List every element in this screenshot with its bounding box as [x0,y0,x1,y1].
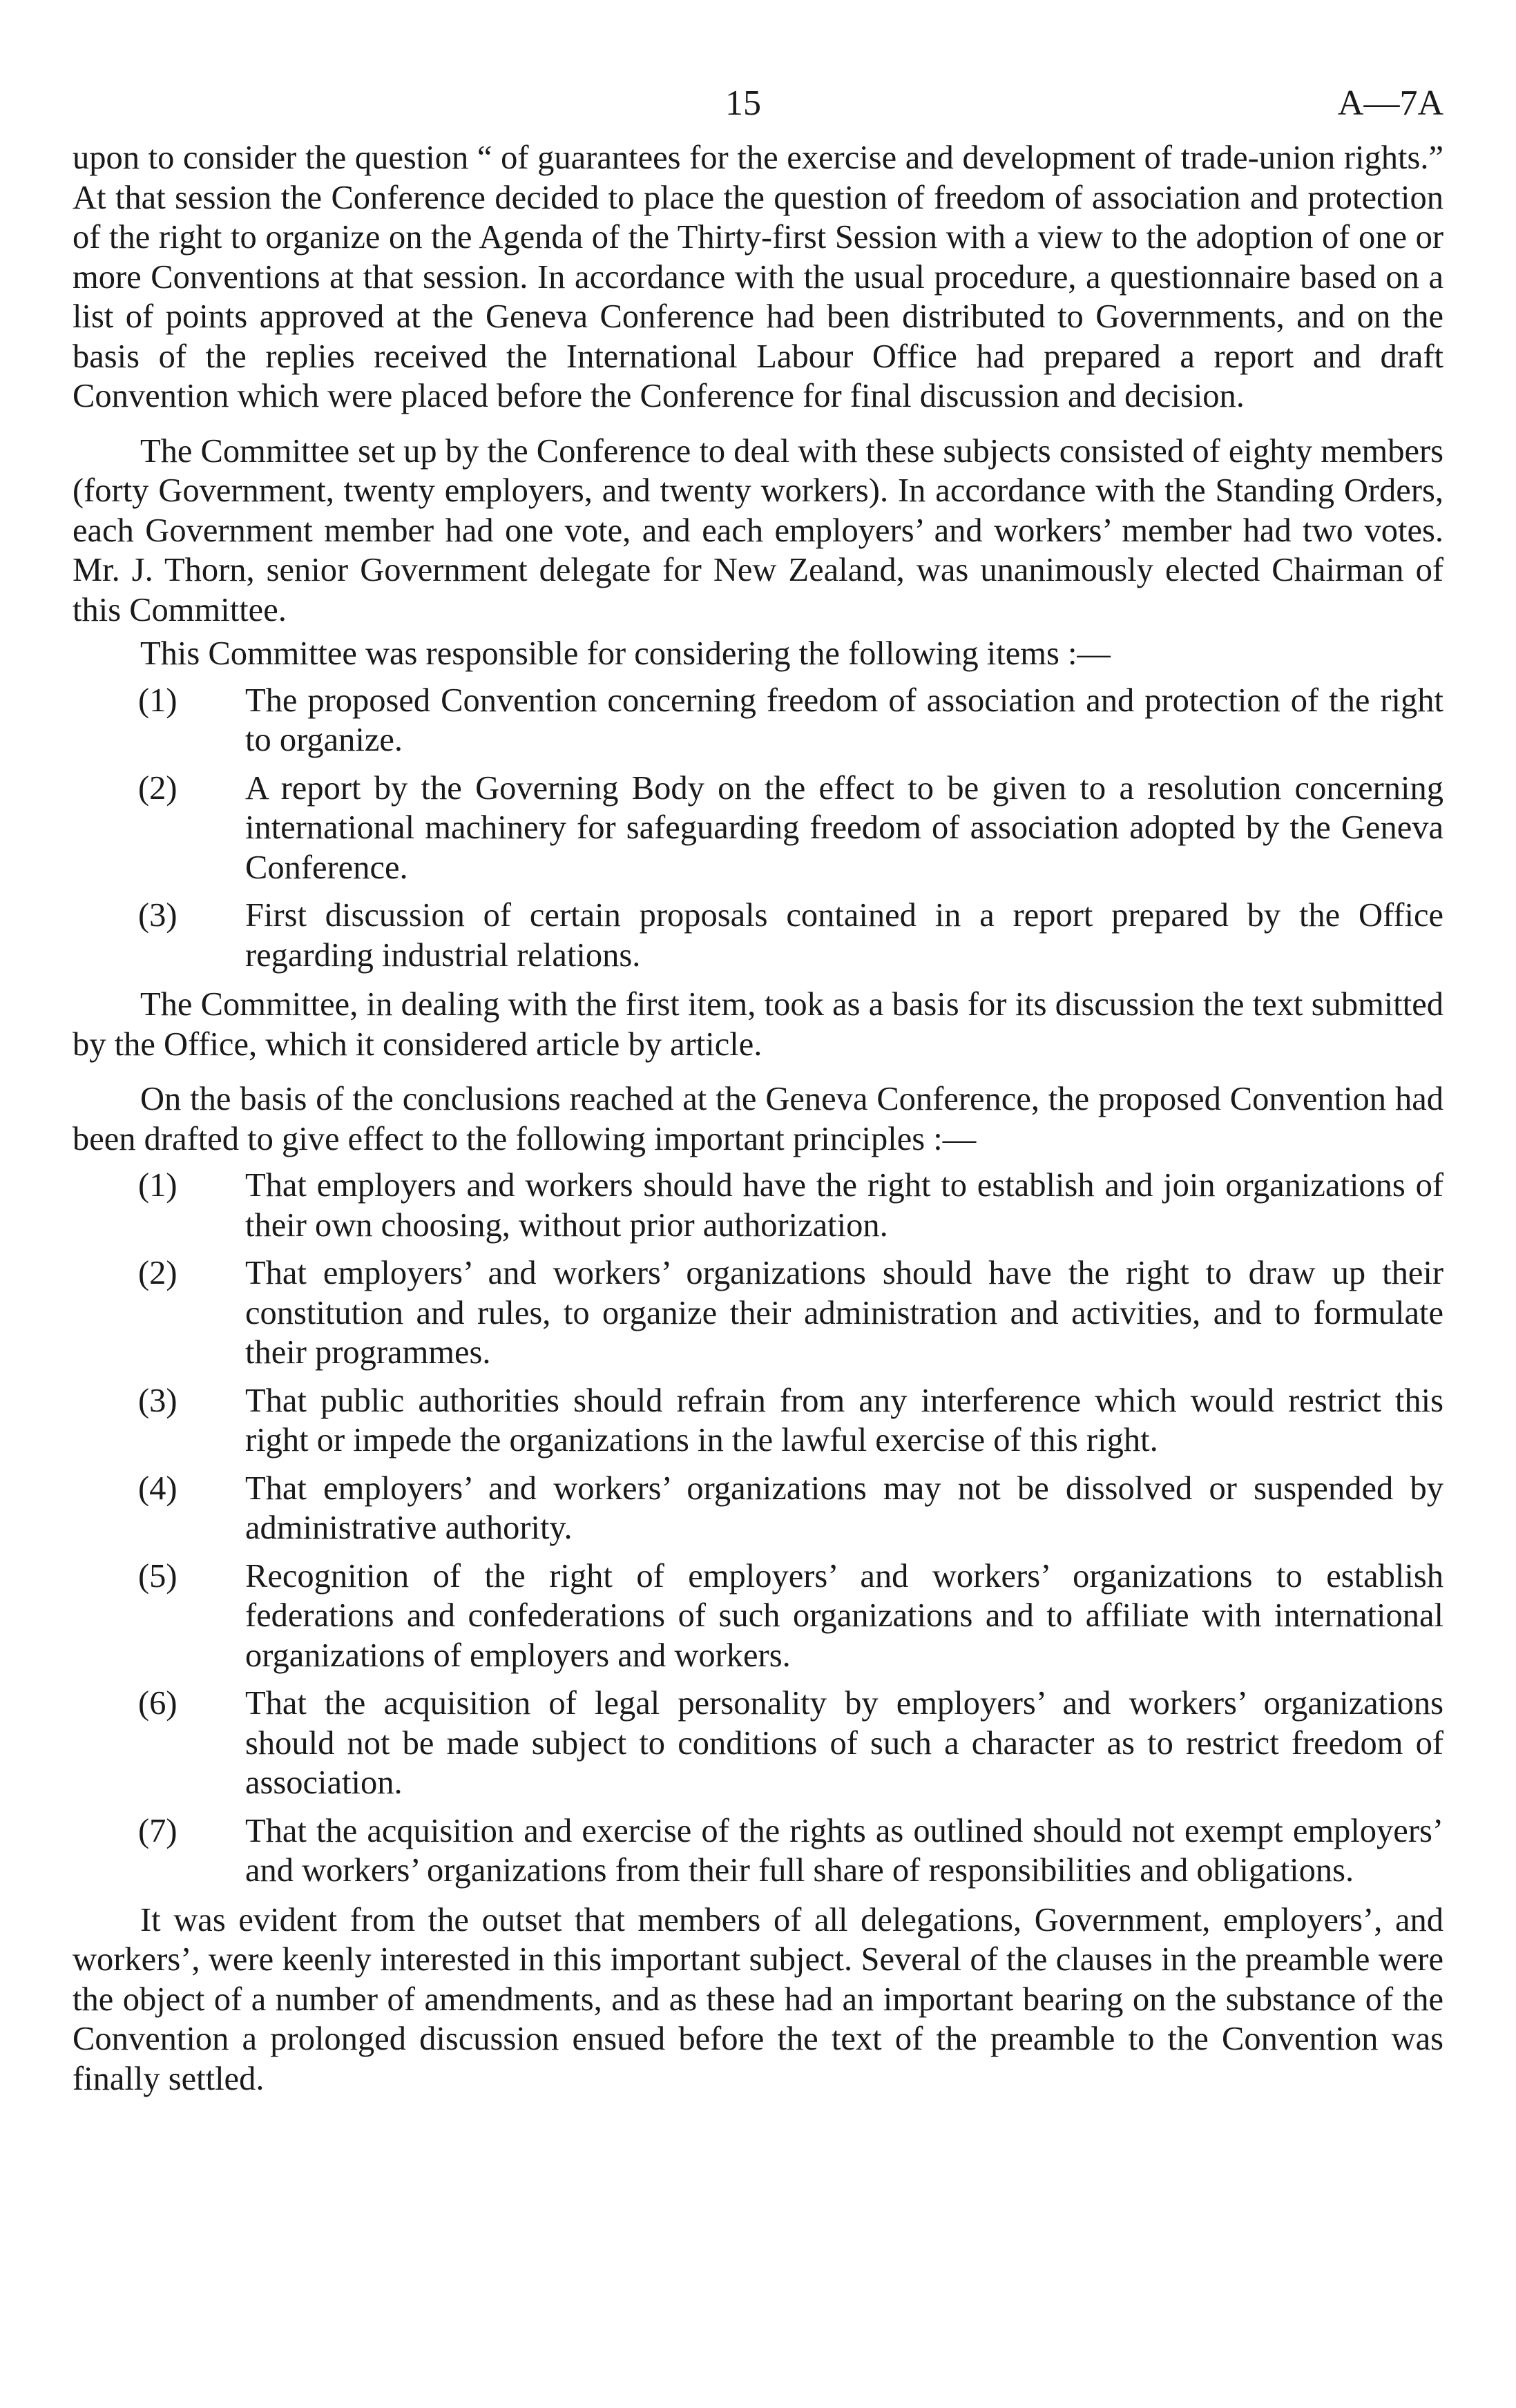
list-item-number: (4) [138,1470,177,1507]
list-item-number: (7) [138,1812,177,1849]
list-item-number: (2) [138,1255,177,1291]
paragraph-responsible: This Committee was responsible for considering the following items :— [140,635,1111,672]
list-item-number: (1) [138,1167,177,1204]
document-page [73,76,1443,2099]
paragraph-evident: It was evident from the outset that members of all delegations, Government, employers’, and workers’, were keenly interested in this important subject. Several of the clauses in the preamble were the object of a number of amendments, and as these had an important bearing on the substance of the Convention a prolonged discussion ensued before the text of the preamble to the Convention was finally settled. [73,1901,1443,2097]
list-item-text: That employers’ and workers’ organizations may not be dissolved or suspended by administrative authority. [245,1470,1443,1546]
list-item-text: That the acquisition of legal personality by employers’ and workers’ organizations should not be made subject to conditions of such a character as to restrict freedom of association. [245,1685,1443,1801]
list-item-number: (3) [138,897,177,934]
paragraph-committee: The Committee set up by the Conference to deal with these subjects consisted of eighty members (forty Government, twenty employers, and twenty workers). In accordance with the Standing Orders, each Government member had one vote, and each employers’ and workers’ member had two votes. Mr. J. Thorn, senior Government delegate for New Zealand, was unanimously elected Chairman of this Committee. [73,432,1443,628]
list-item-text: First discussion of certain proposals contained in a report prepared by the Office regarding industrial relations. [245,897,1443,974]
items-list [73,681,1443,976]
list-item-text: Recognition of the right of employers’ and workers’ organizations to establish federations and confederations of such organizations and to affiliate with international organizations of employers and workers. [245,1557,1443,1674]
list-item [73,1684,1443,1803]
list-item [73,769,1443,888]
list-item-text: That employers’ and workers’ organizations should have the right to draw up their constitution and rules, to organize their administration and activities, and to formulate their programmes. [245,1255,1443,1371]
list-item [73,1166,1443,1245]
paragraph-intro: upon to consider the question “ of guarantees for the exercise and development of trade-union rights.” At that session the Conference decided to place the question of freedom of association and protection of the right to organize on the Agenda of the Thirty-first Session with a view to the adoption of one or more Conventions at that session. In accordance with the usual procedure, a questionnaire based on a list of points approved at the Geneva Conference had been distributed to Governments, and on the basis of the replies received the International Labour Office had prepared a report and draft Convention which were placed before the Conference for final discussion and decision. [73,139,1443,414]
list-item [73,1381,1443,1461]
list-item-number: (3) [138,1382,177,1419]
list-item-text: That the acquisition and exercise of the rights as outlined should not exempt employers’ and workers’ organizations from their full share of responsibilities and obligations. [245,1812,1443,1889]
list-item-text: That public authorities should refrain from any interference which would restrict this right or impede the organizations in the lawful exercise of this right. [245,1382,1443,1458]
list-item-text: The proposed Convention concerning freedom of association and protection of the right to organize. [245,682,1443,758]
paragraph-dealing: The Committee, in dealing with the first item, took as a basis for its discussion the text submitted by the Office, which it considered article by article. [73,986,1443,1063]
list-item-number: (5) [138,1557,177,1595]
list-item [73,681,1443,760]
principles-list [73,1166,1443,1891]
list-item [73,1469,1443,1548]
list-item-number: (6) [138,1685,177,1722]
list-item [73,1557,1443,1676]
list-item-number: (1) [138,682,177,719]
document-reference: A—7A [1337,84,1443,123]
list-item-text: A report by the Governing Body on the effect to be given to a resolution concerning international machinery for safeguarding freedom of association adopted by the Geneva Conference. [245,769,1443,886]
list-item [73,1811,1443,1891]
page-header [73,76,1443,138]
list-item [73,1253,1443,1373]
list-item-number: (2) [138,769,177,807]
list-item-text: That employers and workers should have the right to establish and join organizations of their own choosing, without prior authorization. [245,1167,1443,1244]
list-item [73,896,1443,975]
paragraph-basis: On the basis of the conclusions reached at the Geneva Conference, the proposed Convention had been drafted to give effect to the following important principles :— [73,1081,1443,1157]
page-number: 15 [725,84,761,123]
